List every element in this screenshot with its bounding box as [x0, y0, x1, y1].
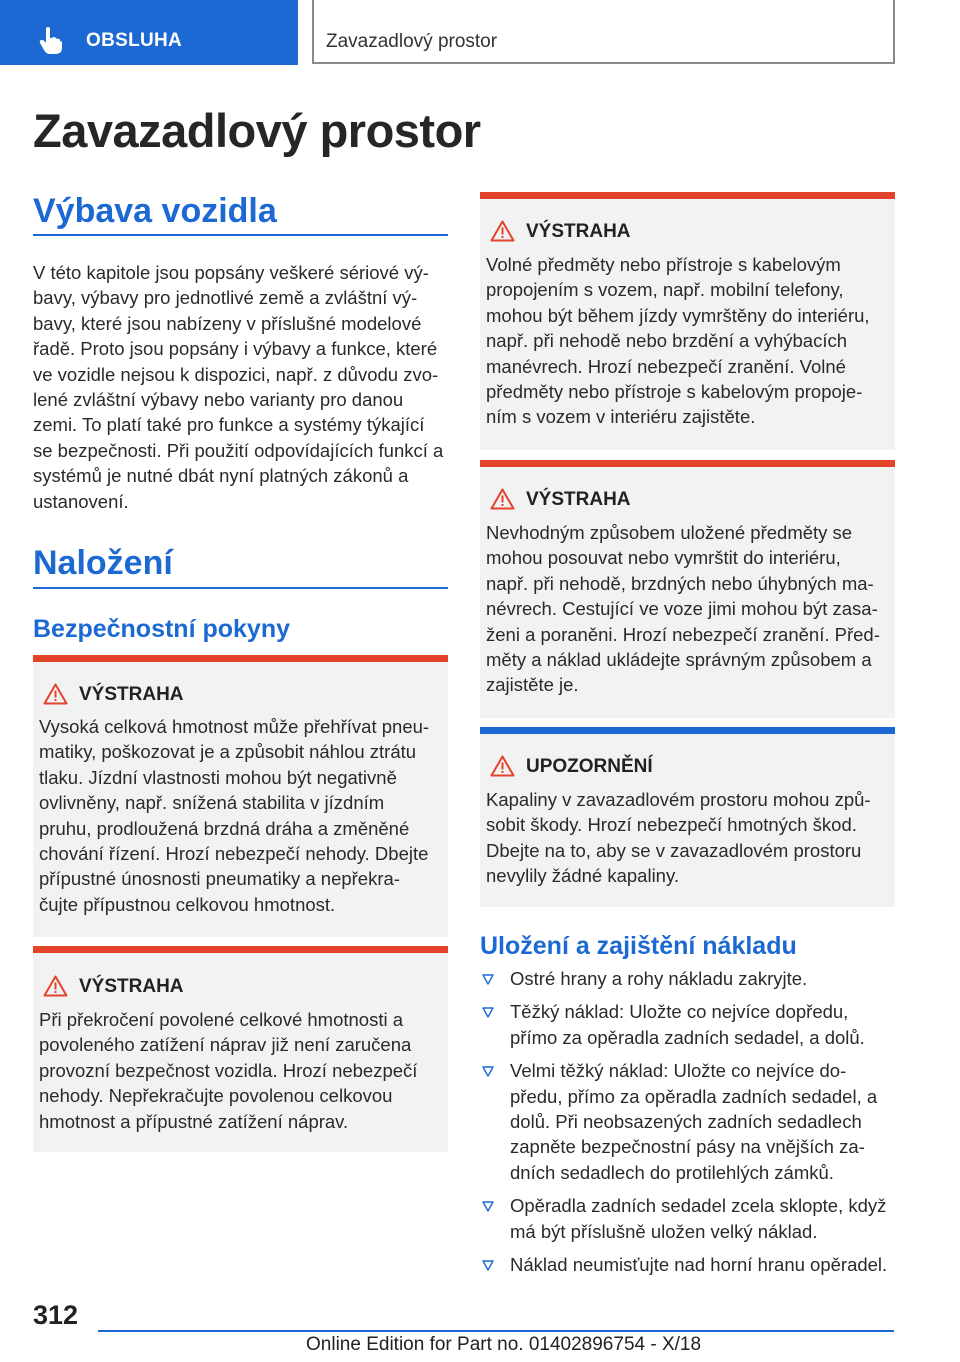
chapter-tab[interactable]	[0, 0, 298, 65]
text-line: přímo za opěradla zadních sedadel, a dolů.	[510, 1026, 865, 1048]
text-line: Při překročení povolené celkové hmotnosti a	[39, 1009, 404, 1030]
list-item	[480, 966, 895, 991]
text-line: Vysoká celková hmotnost může přehřívat pneu-	[39, 716, 430, 737]
warning-triangle-icon	[43, 683, 68, 705]
triangle-bullet-icon	[482, 1260, 494, 1271]
section-label: Zavazadlový prostor	[326, 31, 498, 52]
triangle-bullet-icon	[482, 1066, 494, 1077]
text-line: tlaku. Jízdní vlastnosti mohou být negativně	[39, 766, 397, 788]
text-line: předměty nebo přístroje s kabelovým propoje-	[486, 381, 863, 403]
text-line: má být příslušně uložen velký náklad.	[510, 1220, 818, 1242]
list-item	[480, 1252, 895, 1277]
warning-box	[480, 192, 895, 450]
text-line: ovlivněny, např. snížená stabilita v jízdním	[39, 792, 385, 814]
chapter-label: OBSLUHA	[86, 30, 183, 51]
section-header	[312, 0, 895, 64]
warning-triangle-icon	[490, 488, 515, 510]
warning-box	[33, 655, 448, 937]
warning-text	[39, 714, 442, 917]
text-line: např. při nehodě nebo brzdění a vyhýbacích	[486, 330, 847, 352]
triangle-bullet-icon	[482, 1007, 494, 1018]
footer-rule	[98, 1330, 894, 1332]
text-line: ve vozidle nejsou k dispozici, např. z důvodu zvo-	[33, 363, 439, 385]
text-line: dolů. Při neobsazených zadních sedadlech	[510, 1111, 862, 1133]
text-line: přípustné únosnosti pneumatiky a nepřekra-	[39, 868, 400, 890]
vybava-paragraph	[33, 260, 453, 514]
warning-text	[486, 252, 889, 430]
text-line: nevylily žádné kapaliny.	[486, 865, 679, 887]
notice-text	[486, 787, 889, 889]
warning-bar	[33, 655, 448, 662]
page-number: 312	[33, 1300, 79, 1330]
list-item	[480, 1058, 895, 1185]
warning-box	[480, 460, 895, 718]
warning-triangle-icon	[43, 975, 68, 997]
text-line: propojením s vozem, např. mobilní telefony,	[486, 279, 844, 301]
text-line: chování řízení. Hrozí nebezpečí nehody. Dbejte	[39, 843, 429, 865]
heading-vybava: Výbava vozidla	[33, 192, 277, 230]
text-line: bavy, které jsou nabízeny v příslušné modelové	[33, 312, 422, 334]
triangle-bullet-icon	[482, 1201, 494, 1212]
warning-bar	[480, 192, 895, 199]
text-line: Velmi těžký náklad: Uložte co nejvíce do-	[510, 1060, 847, 1082]
text-line: hmotnost a přípustné zatížení náprav.	[39, 1110, 349, 1132]
list-item	[480, 999, 895, 1050]
heading-nalozeni: Naložení	[33, 544, 173, 582]
text-line: předu, přímo za opěradla zadních sedadel, a	[510, 1085, 878, 1107]
text-line: Kapaliny v zavazadlovém prostoru mohou způ-	[486, 789, 871, 810]
notice-title: UPOZORNĚNÍ	[526, 756, 653, 777]
text-line: řadě. Proto jsou popsány i výbavy a funkce, které	[33, 338, 438, 360]
text-line: Těžký náklad: Uložte co nejvíce dopředu,	[510, 1001, 849, 1023]
list-item	[480, 1193, 895, 1244]
heading-ulozeni: Uložení a zajištění nákladu	[480, 932, 797, 960]
page-title: Zavazadlový prostor	[33, 104, 481, 157]
edition-text: Online Edition for Part no. 01402896754 - X/18	[306, 1334, 702, 1355]
text-line: Náklad neumisťujte nad horní hranu opěradel.	[510, 1254, 888, 1276]
text-line: ženi a poraněni. Hrozí nebezpečí zranění. Před-	[486, 623, 880, 645]
warning-box	[33, 946, 448, 1152]
text-line: manévrech. Hrozí nebezpečí zranění. Volné	[486, 355, 846, 377]
warning-title: VÝSTRAHA	[79, 684, 184, 705]
text-line: lené zvláštní výbavy nebo varianty pro danou	[33, 389, 404, 411]
notice-bar	[480, 727, 895, 734]
text-line: pruhu, prodloužená brzdná dráha a změněné	[39, 817, 410, 839]
hand-pointer-icon	[38, 26, 64, 54]
text-line: bavy, výbavy pro jednotlivé země a zvláštní vý-	[33, 287, 418, 309]
text-line: ustanovení.	[33, 490, 129, 512]
notice-box	[480, 727, 895, 907]
text-line: např. při nehodě, brzdných nebo úhybných ma-	[486, 572, 874, 594]
warning-title: VÝSTRAHA	[526, 221, 631, 242]
text-line: měty a náklad ukládejte správným způsobem a	[486, 649, 872, 671]
text-line: dních sedadlech do protilehlých zámků.	[510, 1161, 834, 1183]
text-line: mohou posouvat nebo vymrštit do interiéru,	[486, 547, 841, 569]
warning-triangle-icon	[490, 220, 515, 242]
warning-triangle-icon	[490, 755, 515, 777]
text-line: Opěradla zadních sedadel zcela sklopte, když	[510, 1195, 887, 1217]
text-line: Nevhodným způsobem uložené předměty se	[486, 522, 853, 543]
text-line: mohou být během jízdy vymrštěny do interiéru,	[486, 304, 870, 326]
triangle-bullet-icon	[482, 974, 494, 985]
text-line: se bezpečnosti. Při použití odpovídajících funkcí a	[33, 439, 444, 461]
heading-bezpecnostni-pokyny: Bezpečnostní pokyny	[33, 615, 290, 643]
warning-bar	[480, 460, 895, 467]
warning-bar	[33, 946, 448, 953]
warning-text	[39, 1007, 442, 1134]
text-line: zapněte bezpečnostní pásy na vnějších za-	[510, 1136, 865, 1158]
warning-text	[486, 520, 889, 698]
warning-title: VÝSTRAHA	[526, 489, 631, 510]
text-line: Dbejte na to, aby se v zavazadlovém prostoru	[486, 839, 862, 861]
text-line: névrech. Cestující ve voze jimi mohou být zasa-	[486, 598, 878, 620]
text-line: sobit škody. Hrozí nebezpečí hmotných škod.	[486, 814, 857, 836]
heading-rule	[33, 234, 448, 236]
text-line: Ostré hrany a rohy nákladu zakryjte.	[510, 968, 808, 989]
text-line: ním s vozem v interiéru zajistěte.	[486, 406, 756, 428]
text-line: V této kapitole jsou popsány veškeré sériové vý-	[33, 262, 429, 283]
text-line: nehody. Nepřekračujte povolenou celkovou	[39, 1085, 393, 1107]
step-list	[480, 966, 895, 1285]
text-line: čujte přípustnou celkovou hmotnost.	[39, 893, 336, 915]
text-line: zajistěte je.	[486, 674, 579, 696]
text-line: Volné předměty nebo přístroje s kabelovým	[486, 254, 841, 275]
text-line: zemi. To platí také pro funkce a systémy týkající	[33, 414, 425, 436]
warning-title: VÝSTRAHA	[79, 976, 184, 997]
heading-rule	[33, 587, 448, 589]
text-line: matiky, poškozovat je a způsobit náhlou ztrátu	[39, 741, 417, 763]
text-line: povoleného zatížení náprav již není zaručena	[39, 1034, 412, 1056]
text-line: provozní bezpečnost vozidla. Hrozí nebezpečí	[39, 1059, 418, 1081]
text-line: systémů je nutné dbát nyní platných zákonů a	[33, 465, 409, 487]
